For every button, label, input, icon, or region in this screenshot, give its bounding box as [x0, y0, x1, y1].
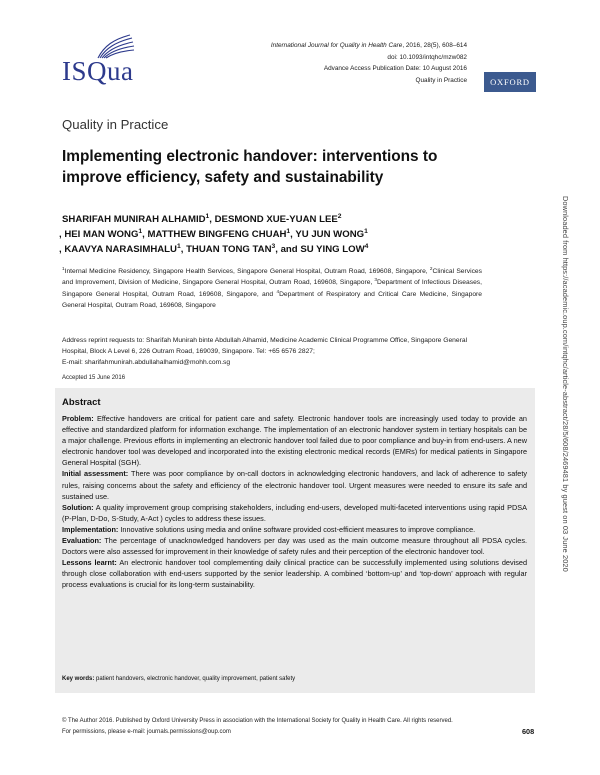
abstract-label: Problem: [62, 414, 94, 423]
download-notice-text: Downloaded from https://academic.oup.com/intqhc/article-abstract/28/5/608/2469481 by guest on 03 June 2020 [561, 196, 570, 572]
journal-citation: , 2016, 28(5), 608–614 [402, 42, 467, 49]
author-name: , THUAN TONG TAN [180, 244, 272, 255]
abstract-label: Implementation: [62, 524, 119, 534]
abstract-initial-assessment [62, 468, 527, 501]
abstract-body [62, 413, 527, 591]
abstract-text: Effective handovers are critical for patient care and safety. Electronic handover tools are increasingly used today to provide an effective and standardized platform for information exchange. The implementation of an electronic handover system in tertiary hospitals can be a major challenge. Previous efforts in implementing an electronic handover tool failed due to poor compliance and buy-in from end-users. A new electronic handover tool was developed and incorporated into the existing electronic medical records (EMRs) for medical patients in Singapore General Hospital (SGH). [62, 414, 527, 468]
email-address[interactable]: E-mail: sharifahmunirah.abdullahalhamid@mohh.com.sg [62, 359, 231, 367]
keywords-label: Key words: [62, 676, 95, 682]
permissions-notice: For permissions, please e-mail: journals.permissions@oup.com [62, 729, 231, 735]
address-text: Address reprint requests to: Sharifah Munirah binte Abdullah Alhamid, Medicine Academic Clinical Programme Office, Singapore General Hospital, Block A Level 6, 226 Outram Road, 169039, Singapore. Tel: +65 6576 2827; [62, 337, 468, 356]
abstract-text: An electronic handover tool complementing daily clinical practice can be successfully implemented using solutions devised through close collaboration with end-users supported by the senior leadership. A combined ‘bottom-up’ and ‘top-down’ approach with regular process evaluations is crucial for its long-term sustainability. [62, 558, 527, 590]
abstract-text: The percentage of unacknowledged handovers per day was used as the main outcome measure throughout all PDSA cycles. Doctors were also assessed for improvement in their knowledge of safety rules and their perception of the electronic handover tool. [62, 536, 527, 557]
affiliation-text: Department of Respiratory and Critical Care Medicine, Singapore General Hospital, Outram Road, 169608, Singapore [62, 290, 483, 310]
author-name: SHARIFAH MUNIRAH ALHAMID [62, 214, 206, 225]
affiliations [62, 266, 482, 312]
reprint-address [62, 335, 482, 369]
author-affiliation-mark: 2 [337, 212, 342, 220]
accepted-date: Accepted 15 June 2016 [62, 375, 126, 381]
abstract-implementation [62, 524, 527, 535]
affiliation-text: Department of Infectious Diseases, Singapore General Hospital, Outram Road, 169608, Singapore, and [62, 279, 482, 298]
author-affiliation-mark: 1 [205, 212, 210, 220]
abstract-problem [62, 413, 527, 468]
author-affiliation-mark: 3 [271, 242, 276, 250]
abstract-heading: Abstract [62, 397, 101, 408]
keywords-text: patient handovers, electronic handover, quality improvement, patient safety [94, 676, 296, 682]
author-name: , and SU YING LOW [275, 244, 365, 255]
affiliation-text: Internal Medicine Residency, Singapore Health Services, Singapore General Hospital, Outram Road, 169608, Singapore, [64, 268, 430, 275]
author-name: , YU JUN WONG [290, 229, 365, 240]
abstract-label: Lessons learnt: [62, 558, 117, 568]
journal-header [271, 40, 467, 86]
keywords [62, 676, 527, 682]
abstract-lessons-learnt [62, 557, 527, 590]
section-tag: Quality in Practice [415, 76, 467, 84]
author-name: , DESMOND XUE-YUAN LEE [209, 214, 338, 225]
author-affiliation-mark: 1 [138, 227, 143, 235]
author-affiliation-mark: 1 [286, 227, 291, 235]
isqua-logo: ISQua [62, 56, 134, 86]
abstract-solution [62, 502, 527, 524]
abstract-text: There was poor compliance by on-call doctors in acknowledging electronic handovers, and lack of adherence to safety rules, raising concerns about the safety and efficiency of the electronic handover tool. Urgent measures were needed to ensure its safe and sustained use. [62, 469, 528, 501]
abstract-text: Innovative solutions using media and online software provided cost-efficient measures to improve compliance. [118, 524, 476, 534]
oxford-badge: OXFORD [484, 72, 536, 92]
author-list [59, 212, 482, 257]
affiliation-mark: 3 [374, 277, 378, 283]
affiliation-mark: 4 [276, 288, 280, 294]
journal-name: International Journal for Quality in Health Care [270, 42, 403, 49]
abstract-label: Solution: [62, 502, 94, 512]
advance-access-date: Advance Access Publication Date: 10 August 2016 [323, 65, 467, 73]
doi[interactable]: doi: 10.1093/intqhc/mzw082 [387, 53, 467, 61]
abstract-evaluation [62, 535, 527, 557]
section-heading: Quality in Practice [62, 117, 169, 132]
affiliation-mark: 2 [429, 265, 433, 271]
affiliation-text: Clinical Services and Improvement, Division of Medicine, Singapore General Hospital, Outram Road, 169608, Singapore, [62, 268, 482, 287]
author-affiliation-mark: 4 [364, 242, 369, 250]
download-notice [558, 196, 570, 616]
author-name: , KAAVYA NARASIMHALU [59, 244, 177, 255]
footer [62, 716, 535, 738]
author-affiliation-mark: 1 [364, 227, 368, 235]
author-name: , MATTHEW BINGFENG CHUAH [142, 229, 287, 240]
article-title: Implementing electronic handover: interventions to improve efficiency, safety and sustainability [62, 148, 438, 186]
copyright-notice: © The Author 2016. Published by Oxford University Press in association with the International Society for Quality in Health Care. All rights reserved. [62, 718, 453, 724]
abstract-label: Evaluation: [62, 536, 102, 546]
affiliation-mark: 1 [62, 265, 65, 271]
page-number: 608 [522, 727, 535, 736]
author-affiliation-mark: 1 [176, 242, 181, 250]
author-name: , HEI MAN WONG [59, 229, 139, 240]
abstract-label: Initial assessment: [62, 469, 129, 479]
abstract-text: A quality improvement group comprising stakeholders, including end-users, developed multi-faceted interventions using rapid PDSA (P-Plan, D-Do, S-Study, A-Act ) cycles to address these issues. [62, 502, 527, 523]
